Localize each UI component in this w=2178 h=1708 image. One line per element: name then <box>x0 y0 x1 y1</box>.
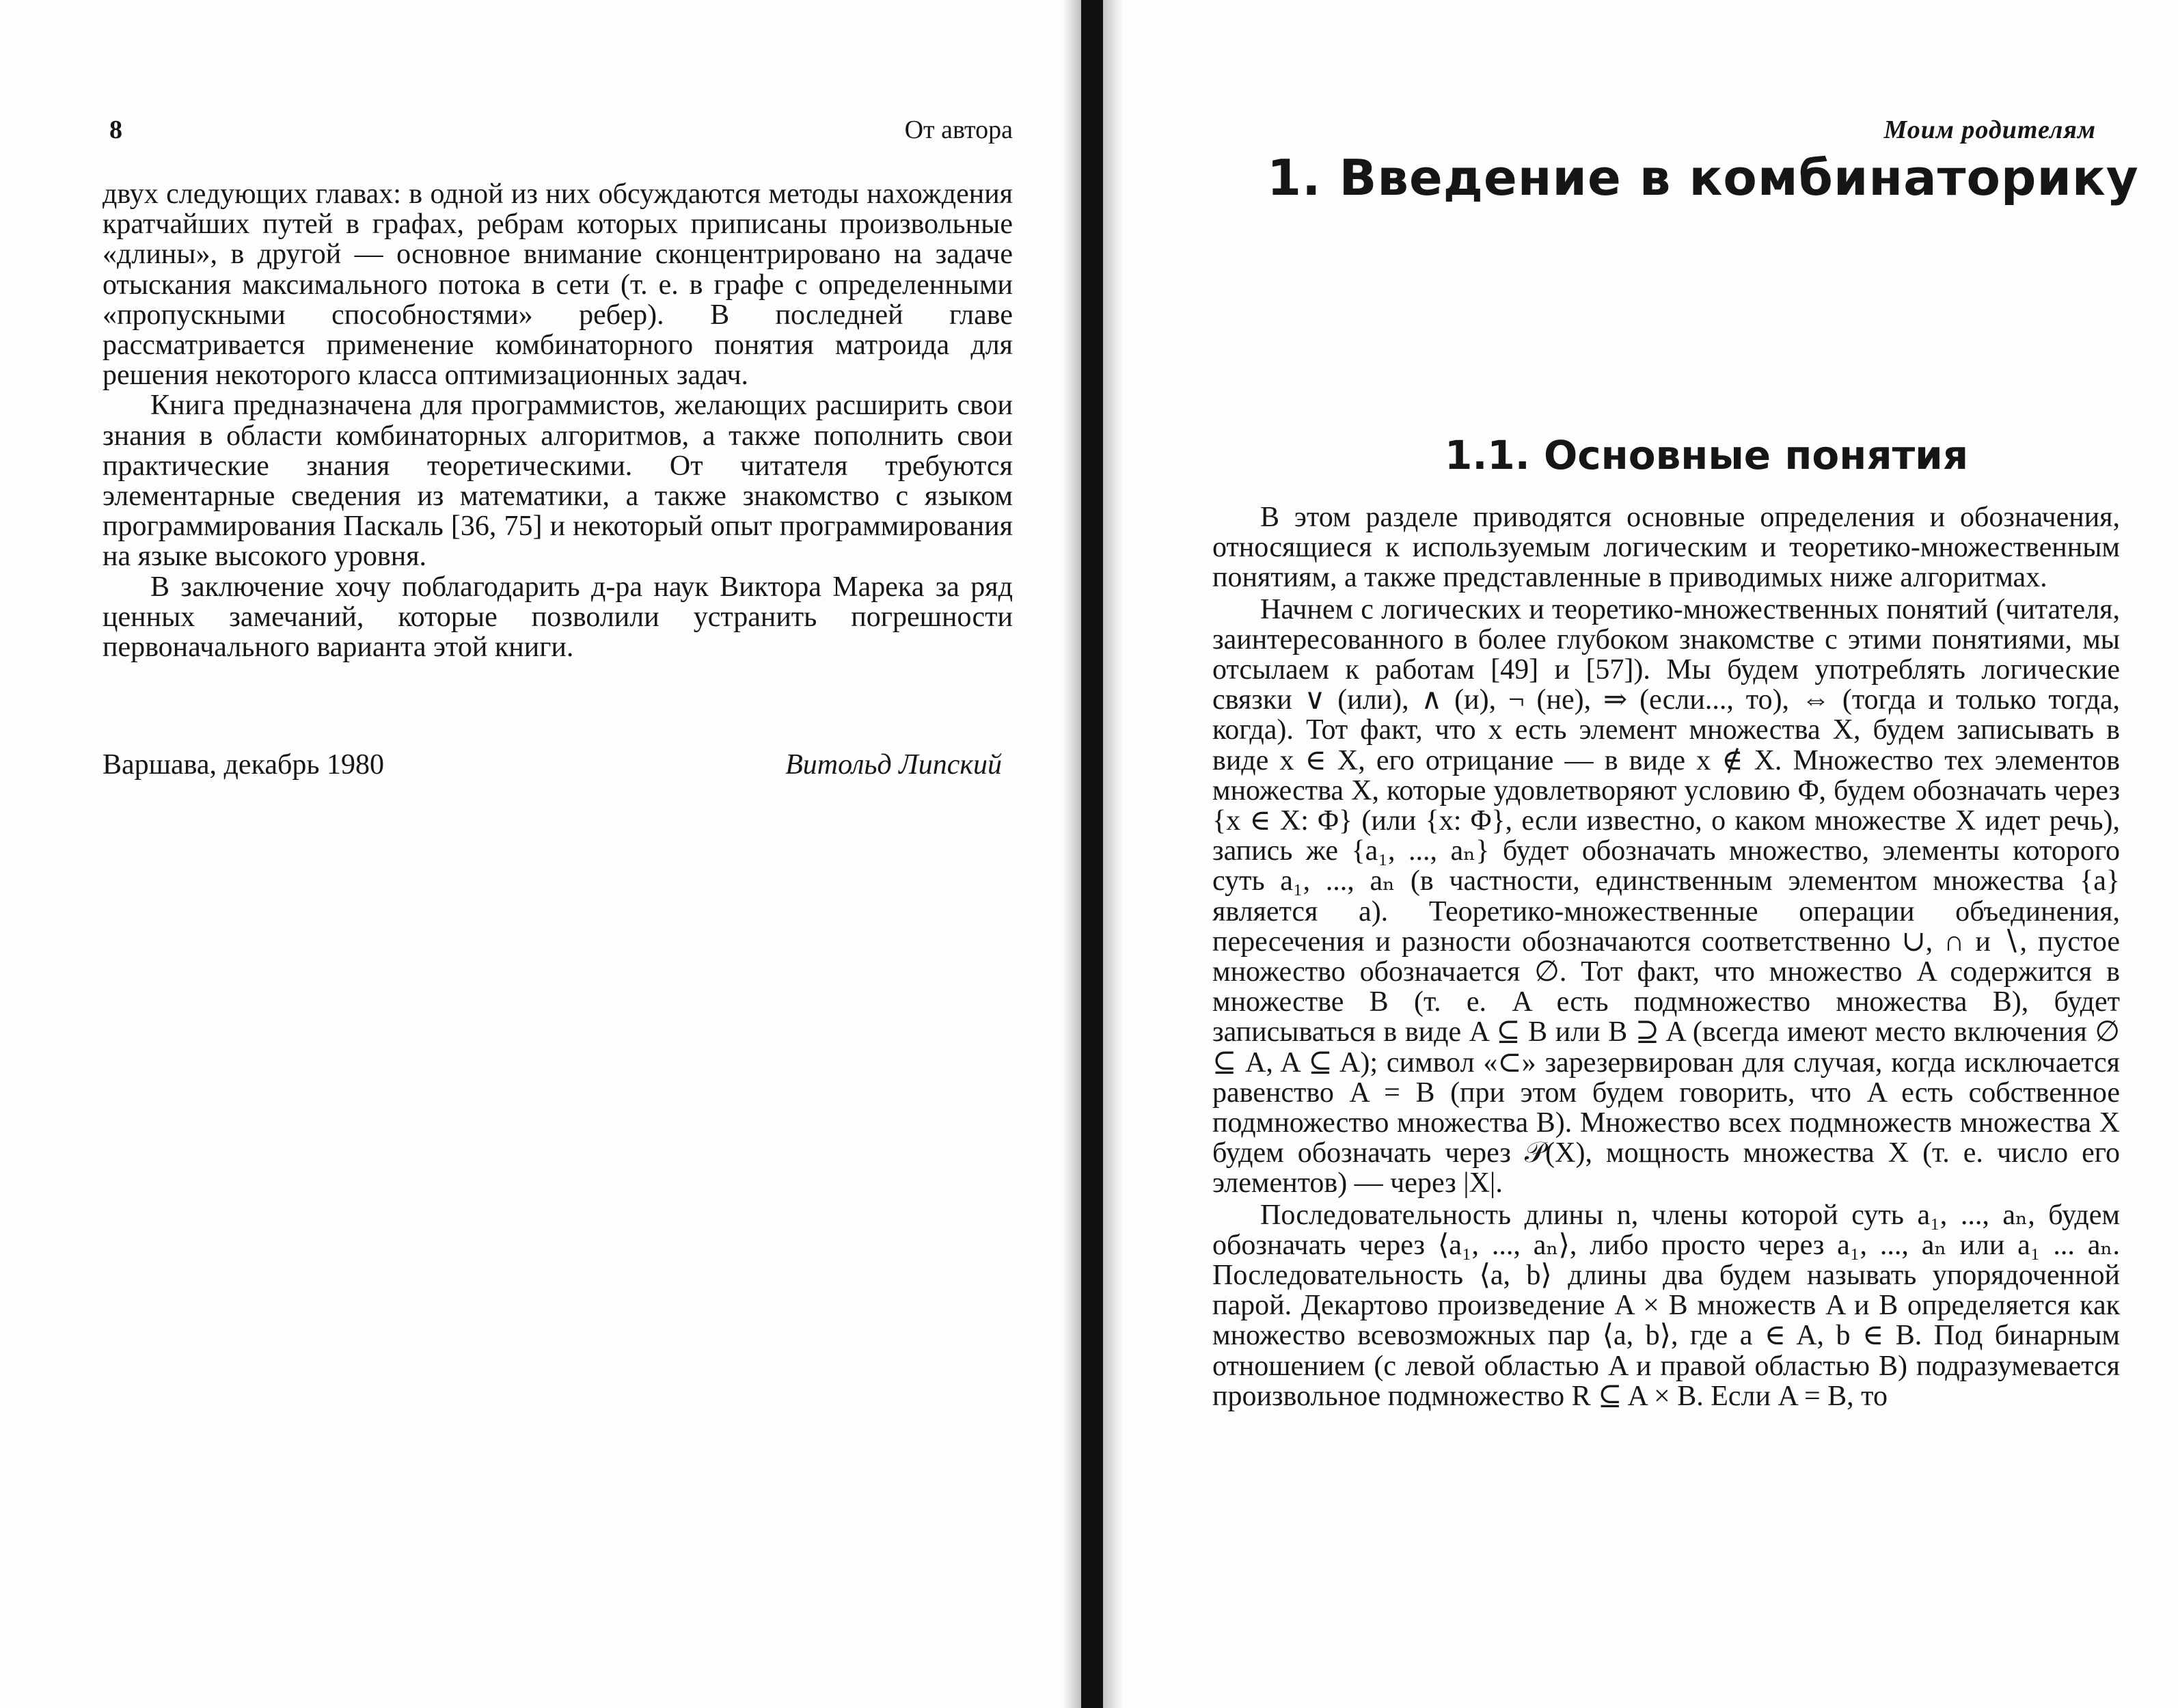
chapter-title: 1. Введение в комбинаторику <box>1267 149 2139 206</box>
left-page <box>0 0 1081 1708</box>
section-title: 1.1. Основные понятия <box>1445 432 1969 478</box>
page-number: 8 <box>109 116 122 144</box>
signature-author: Витольд Липский <box>785 749 1002 781</box>
left-page-body <box>103 179 1013 662</box>
paragraph: Книга предназначена для программистов, желающих расширить свои знания в области комбинаторных алгоритмов, а также пополнить свои практические знания теоретическими. От читателя требуются элементарные сведения из математики, а также знакомство с языком программирования Паскаль [36, 75] и некоторый опыт программирования на языке высокого уровня. <box>103 390 1013 573</box>
dedication: Моим родителям <box>1883 116 2096 144</box>
signature-place: Варшава, декабрь 1980 <box>103 749 385 781</box>
paragraph: двух следующих главах: в одной из них обсуждаются методы нахождения кратчайших путей в графах, ребрам которых приписаны произвольные «длины», в другой — основное внимание сконцентрировано на задаче отыскания максимального потока в сети (т. е. в графе с определенными «пропускными способностями» ребер). В последней главе рассматривается применение комбинаторного понятия матроида для решения некоторого класса оптимизационных задач. <box>103 178 1013 392</box>
paragraph: В заключение хочу поблагодарить д-ра наук Виктора Марека за ряд ценных замечаний, которые позволили устранить погрешности первоначального варианта этой книги. <box>103 571 1013 664</box>
paragraph: В этом разделе приводятся основные определения и обозначения, относящиеся к используемым логическим и теоретико-множественным понятиям, а также представленные в приводимых ниже алгоритмах. <box>1212 502 2120 594</box>
paragraph: Начнем с логических и теоретико-множественных понятий (читателя, заинтересованного в более глубоком знакомстве с этими понятиями, мы отсылаем к работам [49] и [57]). Мы будем употреблять логические связки ∨ (или), ∧ (и), ¬ (не), ⇒ (если..., то), ⇔ (тогда и только тогда, когда). Тот факт, что x есть элемент множества X, будем записывать в виде x ∈ X, его отрицание — в виде x ∉ X. Множество тех элементов множества X, которые удовлетворяют условию Φ, будем обозначать через {x ∈ X: Φ} (или {x: Φ}, если известно, о каком множестве X идет речь), запись же {a₁, ..., aₙ} будет обозначать множество, элементы которого суть a₁, ..., aₙ (в частности, единственным элементом множества {a} является a). Теоретико-множественные операции объединения, пересечения и разности обозначаются соответственно ∪, ∩ и ∖, пустое множество обозначается ∅. Тот факт, что множество A содержится в множестве B (т. е. A есть подмножество множества B), будет записываться в виде A ⊆ B или B ⊇ A (всегда имеют место включения ∅ ⊆ A, A ⊆ A); символ «⊂» зарезервирован для случая, когда исключается равенство A = B (при этом будем говорить, что A есть собственное подмножество множества B). Множество всех подмножеств множества X будем обозначать через 𝒫(X), мощность множества X (т. е. число его элементов) — через |X|. <box>1212 593 2120 1199</box>
paragraph: Последовательность длины n, члены которой суть a₁, ..., aₙ, будем обозначать через ⟨a₁, ..., aₙ⟩, либо просто через a₁, ..., aₙ или a₁ ... aₙ. Последовательность ⟨a, b⟩ длины два будем называть упорядоченной парой. Декартово произведение A × B множеств A и B определяется как множество всевозможных пар ⟨a, b⟩, где a ∈ A, b ∈ B. Под бинарным отношением (с левой областью A и правой областью B) подразумевается произвольное подмножество R ⊆ A × B. Если A = B, то <box>1212 1199 2120 1412</box>
book-gutter <box>1081 0 1103 1708</box>
right-page-body <box>1212 502 2120 1411</box>
gutter-shadow-left <box>1063 0 1081 1708</box>
running-head: От автора <box>904 116 1013 144</box>
right-page <box>1103 0 2178 1708</box>
